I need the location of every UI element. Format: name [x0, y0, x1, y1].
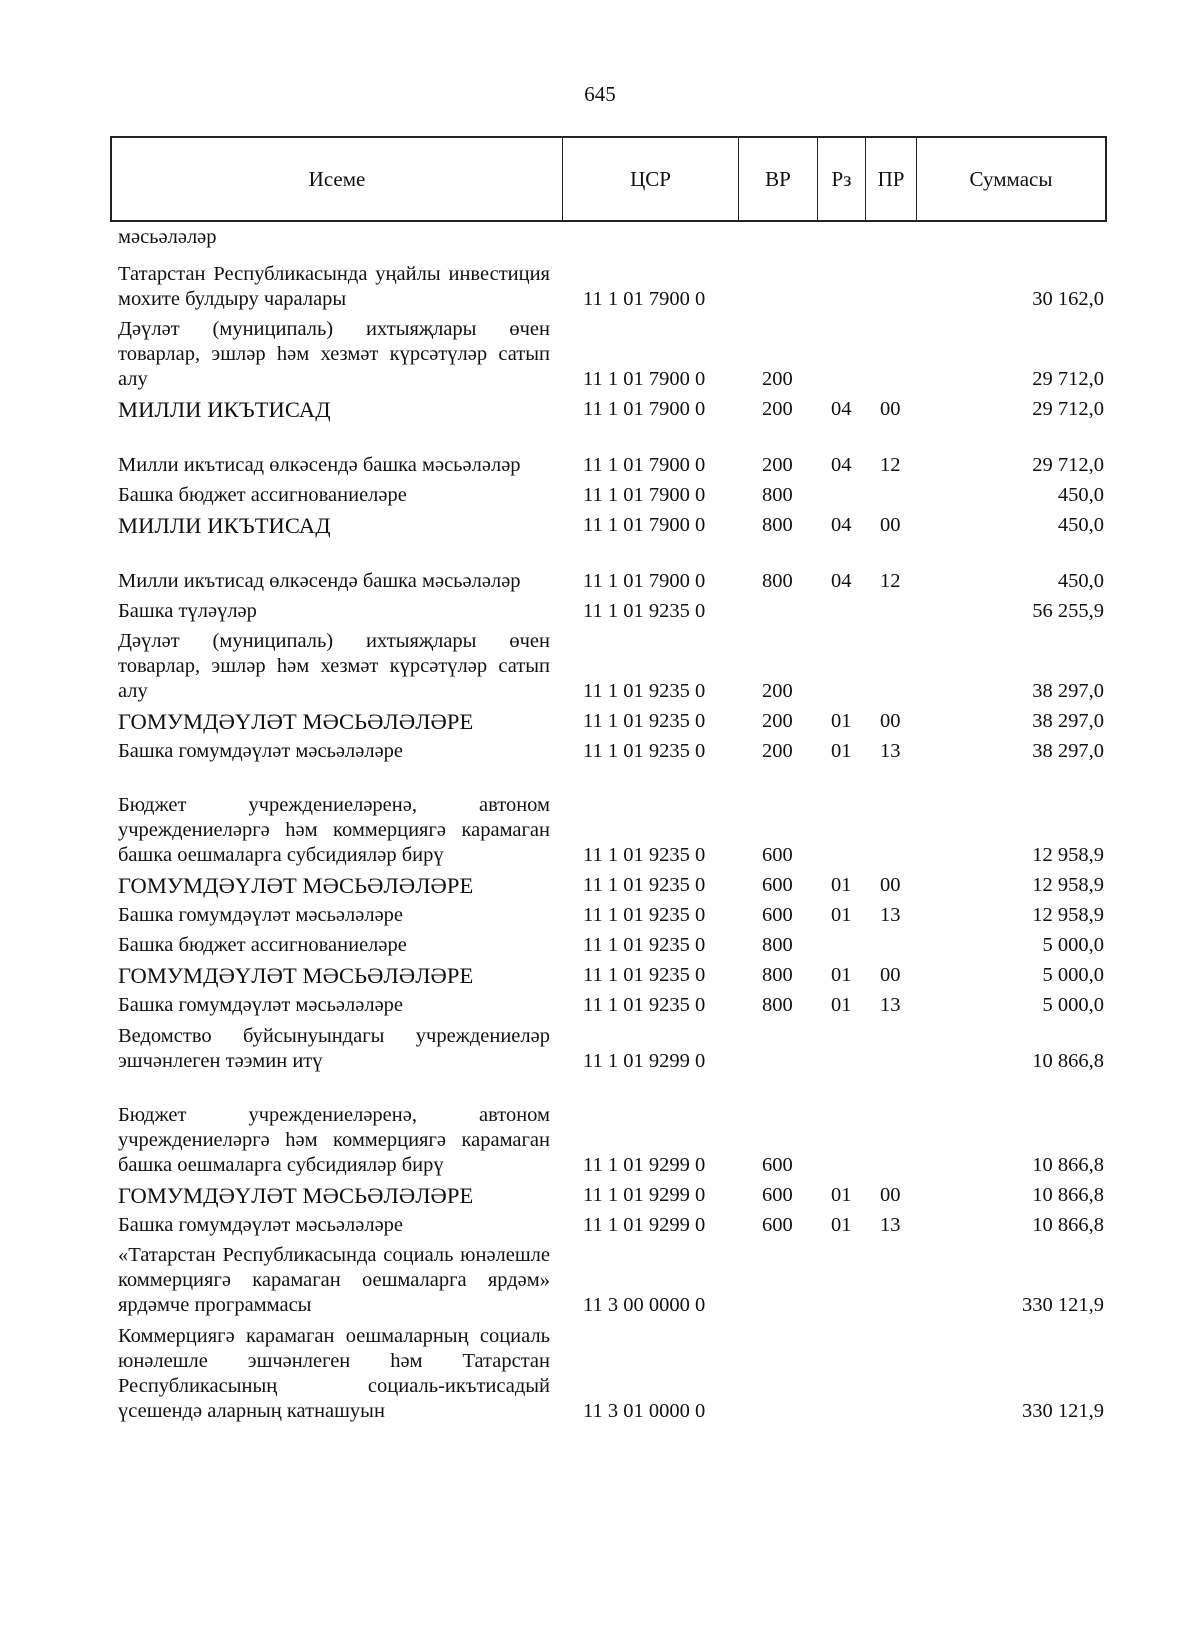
header-vr: ВР: [739, 138, 818, 220]
table-row: [0, 478, 1200, 508]
row-csr: 11 1 01 9299 0: [583, 1050, 706, 1072]
header-rz: Рз: [818, 138, 866, 220]
row-name: МИЛЛИ ИКЪТИСАД: [118, 513, 331, 538]
row-csr: 11 1 01 9235 0: [583, 740, 706, 762]
table-row: [0, 250, 1200, 312]
row-csr: 11 1 01 9235 0: [583, 994, 706, 1016]
row-vr: 800: [762, 994, 793, 1016]
row-csr: 11 1 01 9235 0: [583, 844, 706, 866]
row-sum: 330 121,9: [1022, 1294, 1104, 1316]
row-rz: 01: [831, 740, 852, 762]
table-row: [0, 1208, 1200, 1238]
row-pr: 12: [880, 454, 901, 476]
row-csr: 11 1 01 9299 0: [583, 1214, 706, 1236]
row-name: Башка бюджет ассигнованиеләре: [118, 484, 407, 506]
row-pr: 00: [880, 874, 901, 896]
row-sum: 38 297,0: [1032, 740, 1104, 762]
row-rz: 01: [831, 710, 852, 732]
row-vr: 600: [762, 1214, 793, 1236]
row-name: Башка гомумдәүләт мәсьәләләре: [118, 904, 404, 926]
row-pr: 13: [880, 1214, 901, 1236]
table-row: [0, 958, 1200, 988]
row-csr: 11 1 01 9235 0: [583, 964, 706, 986]
row-rz: 01: [831, 874, 852, 896]
table-row: [0, 1238, 1200, 1318]
row-sum: 5 000,0: [1042, 934, 1104, 956]
row-sum: 29 712,0: [1032, 454, 1104, 476]
row-csr: 11 1 01 9235 0: [583, 600, 706, 622]
table-row: [0, 1178, 1200, 1208]
header-csr: ЦСР: [563, 138, 739, 220]
row-vr: 200: [762, 454, 793, 476]
row-rz: 01: [831, 964, 852, 986]
row-name: ГОМУМДӘҮЛӘТ МӘСЬӘЛӘЛӘРЕ: [118, 963, 474, 988]
row-sum: 5 000,0: [1042, 994, 1104, 1016]
row-sum: 10 866,8: [1032, 1184, 1104, 1206]
row-csr: 11 1 01 7900 0: [583, 288, 706, 310]
table-row: [0, 764, 1200, 868]
row-csr: 11 1 01 9235 0: [583, 874, 706, 896]
row-csr: 11 3 01 0000 0: [583, 1400, 706, 1422]
table-row: [0, 538, 1200, 594]
row-sum: 10 866,8: [1032, 1050, 1104, 1072]
row-csr: 11 1 01 7900 0: [583, 454, 706, 476]
table-row: [0, 594, 1200, 624]
row-name: Милли икътисад өлкәсендә башка мәсьәләләр: [118, 570, 521, 592]
row-name: Милли икътисад өлкәсендә башка мәсьәләләр: [118, 454, 521, 476]
row-sum: 56 255,9: [1032, 600, 1104, 622]
row-pr: 00: [880, 1184, 901, 1206]
row-sum: 12 958,9: [1032, 844, 1104, 866]
row-vr: 800: [762, 934, 793, 956]
row-pr: 00: [880, 710, 901, 732]
row-csr: 11 1 01 7900 0: [583, 398, 706, 420]
row-csr: 11 1 01 7900 0: [583, 570, 706, 592]
row-csr: 11 1 01 7900 0: [583, 368, 706, 390]
row-sum: 330 121,9: [1022, 1400, 1104, 1422]
row-sum: 12 958,9: [1032, 904, 1104, 926]
row-vr: 200: [762, 740, 793, 762]
row-name: Башка гомумдәүләт мәсьәләләре: [118, 994, 404, 1016]
row-csr: 11 1 01 9235 0: [583, 934, 706, 956]
row-rz: 04: [831, 398, 852, 420]
table-row: [0, 224, 1200, 250]
row-pr: 00: [880, 398, 901, 420]
row-vr: 200: [762, 368, 793, 390]
page-number: 645: [584, 82, 616, 106]
row-vr: 200: [762, 398, 793, 420]
table-row: [0, 734, 1200, 764]
table-row: [0, 898, 1200, 928]
row-name: Дәүләт (муниципаль) ихтыяҗлары өчен товарлар, эшләр һәм хезмәт күрсәтүләр сатып алу: [118, 630, 550, 702]
header-pr: ПР: [866, 138, 917, 220]
row-rz: 01: [831, 904, 852, 926]
row-pr: 13: [880, 740, 901, 762]
row-csr: 11 1 01 9235 0: [583, 904, 706, 926]
row-name: Бюджет учреждениеләренә, автоном учреждениеләргә һәм коммерциягә карамаган башка оешмаларга субсидияләр бирү: [118, 794, 550, 866]
row-rz: 04: [831, 454, 852, 476]
row-name: Башка түләүләр: [118, 600, 257, 622]
table-header: [110, 136, 1107, 222]
row-csr: 11 3 00 0000 0: [583, 1294, 706, 1316]
row-rz: 04: [831, 570, 852, 592]
row-rz: 04: [831, 514, 852, 536]
row-csr: 11 1 01 9235 0: [583, 680, 706, 702]
row-vr: 600: [762, 904, 793, 926]
row-rz: 01: [831, 1184, 852, 1206]
row-vr: 800: [762, 484, 793, 506]
table-row: [0, 392, 1200, 422]
row-sum: 450,0: [1057, 570, 1104, 592]
row-rz: 01: [831, 1214, 852, 1236]
table-row: [0, 868, 1200, 898]
row-sum: 450,0: [1057, 514, 1104, 536]
row-csr: 11 1 01 9299 0: [583, 1184, 706, 1206]
row-pr: 13: [880, 994, 901, 1016]
row-name: Башка бюджет ассигнованиеләре: [118, 934, 407, 956]
table-row: [0, 624, 1200, 704]
row-sum: 10 866,8: [1032, 1154, 1104, 1176]
row-sum: 38 297,0: [1032, 710, 1104, 732]
row-sum: 38 297,0: [1032, 680, 1104, 702]
table-row: [0, 1018, 1200, 1074]
row-pr: 00: [880, 964, 901, 986]
row-name: Дәүләт (муниципаль) ихтыяҗлары өчен товарлар, эшләр һәм хезмәт күрсәтүләр сатып алу: [118, 318, 550, 390]
row-name: ГОМУМДӘҮЛӘТ МӘСЬӘЛӘЛӘРЕ: [118, 1183, 474, 1208]
table-row: [0, 988, 1200, 1018]
row-csr: 11 1 01 7900 0: [583, 514, 706, 536]
table-row: [0, 928, 1200, 958]
header-name: Исеме: [112, 138, 563, 220]
row-sum: 450,0: [1057, 484, 1104, 506]
row-rz: 01: [831, 994, 852, 1016]
row-csr: 11 1 01 9235 0: [583, 710, 706, 732]
row-vr: 600: [762, 874, 793, 896]
table-body: [0, 224, 1200, 1424]
row-name: Татарстан Республикасында уңайлы инвестиция мохите булдыру чаралары: [118, 263, 550, 310]
row-vr: 800: [762, 964, 793, 986]
table-row: [0, 422, 1200, 478]
row-csr: 11 1 01 7900 0: [583, 484, 706, 506]
row-pr: 13: [880, 904, 901, 926]
row-vr: 200: [762, 680, 793, 702]
row-sum: 29 712,0: [1032, 398, 1104, 420]
row-csr: 11 1 01 9299 0: [583, 1154, 706, 1176]
row-sum: 10 866,8: [1032, 1214, 1104, 1236]
row-name: Ведомство буйсынуындагы учреждениеләр эшчәнлеген тәэмин итү: [118, 1025, 550, 1072]
row-sum: 30 162,0: [1032, 288, 1104, 310]
row-name: Бюджет учреждениеләренә, автоном учреждениеләргә һәм коммерциягә карамаган башка оешмаларга субсидияләр бирү: [118, 1104, 550, 1176]
table-row: [0, 704, 1200, 734]
row-vr: 800: [762, 570, 793, 592]
table-row: [0, 312, 1200, 392]
row-pr: 00: [880, 514, 901, 536]
row-name: ГОМУМДӘҮЛӘТ МӘСЬӘЛӘЛӘРЕ: [118, 873, 474, 898]
row-vr: 200: [762, 710, 793, 732]
row-vr: 600: [762, 1184, 793, 1206]
row-name: Коммерциягә карамаган оешмаларның социаль юнәлешле эшчәнлеген һәм Татарстан Республикасының социаль-икътисадый үсешендә аларның катнашуын: [118, 1325, 550, 1422]
row-name: мәсьәләләр: [118, 226, 217, 248]
row-vr: 600: [762, 844, 793, 866]
row-name: Башка гомумдәүләт мәсьәләләре: [118, 1214, 404, 1236]
row-vr: 800: [762, 514, 793, 536]
row-name: ГОМУМДӘҮЛӘТ МӘСЬӘЛӘЛӘРЕ: [118, 709, 474, 734]
row-name: «Татарстан Республикасында социаль юнәлешле коммерциягә карамаган оешмаларга ярдәм» ярдәмче программасы: [118, 1244, 550, 1316]
row-sum: 29 712,0: [1032, 368, 1104, 390]
row-name: Башка гомумдәүләт мәсьәләләре: [118, 740, 404, 762]
row-vr: 600: [762, 1154, 793, 1176]
table-row: [0, 1318, 1200, 1424]
row-name: МИЛЛИ ИКЪТИСАД: [118, 397, 331, 422]
header-sum: Суммасы: [969, 166, 1053, 191]
table-row: [0, 1074, 1200, 1178]
table-row: [0, 508, 1200, 538]
row-pr: 12: [880, 570, 901, 592]
row-sum: 5 000,0: [1042, 964, 1104, 986]
row-sum: 12 958,9: [1032, 874, 1104, 896]
